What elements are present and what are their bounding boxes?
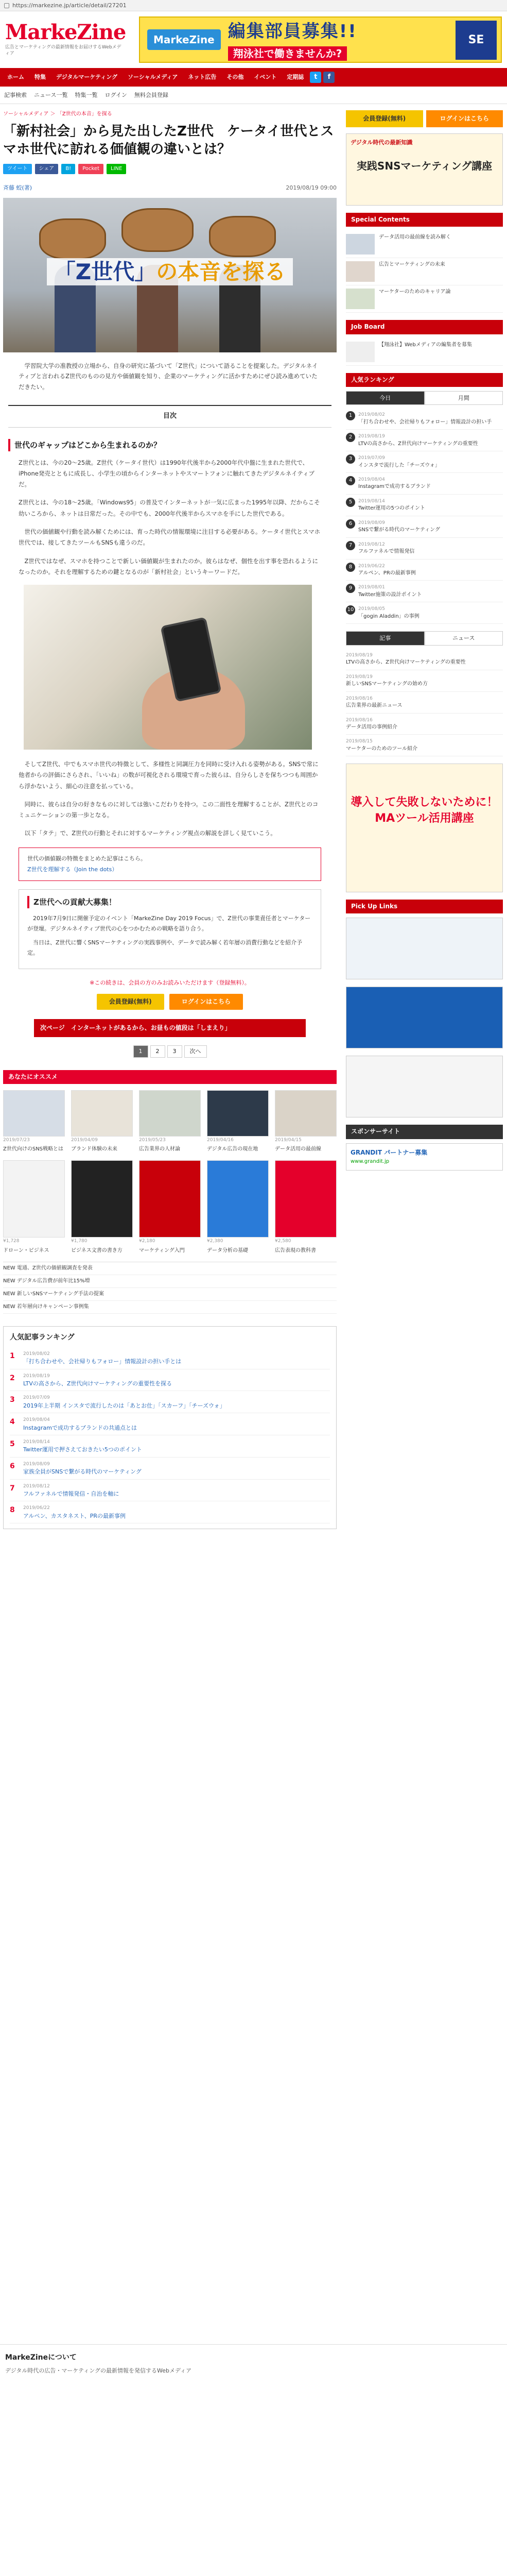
book-card[interactable]: ¥1,728 ドローン・ビジネス (3, 1160, 65, 1254)
banner-title: 編集部員募集!! (228, 21, 357, 42)
news-list (3, 1262, 337, 1314)
news-item[interactable]: NEW 若年層向けキャンペーン事例集 (3, 1301, 337, 1314)
recommend-card[interactable]: 2019/07/23 Z世代向けのSNS戦略とは (3, 1090, 65, 1153)
ranking-tabs (346, 391, 503, 405)
side-news-item[interactable]: 2019/08/16 広告業界の最新ニュース (346, 692, 503, 714)
pickup-link-3[interactable] (346, 1056, 503, 1117)
paragraph: Z世代とは、今の18～25歳。「Windows95」の普及でインターネットが一気に広まった1995年以降、だからこそ幼いころから、ネットは日常だった。その中でも、2000年代後半からスマホを手にした世代である。 (19, 499, 320, 517)
article-title: 「新村社会」から見た出したZ世代 ケータイ世代とスマホ世代に訪れる価値観の違いとは？ (3, 124, 334, 158)
nav-event[interactable]: イベント (254, 74, 277, 81)
pickup-link-2[interactable] (346, 987, 503, 1048)
hero-image (3, 198, 337, 352)
side-news-item[interactable]: 2019/08/15 マーケターのためのツール紹介 (346, 735, 503, 756)
facebook-share-button[interactable]: シェア (35, 164, 59, 174)
ranking-item[interactable]: 4 2019/08/04 Instagramで成功するブランドの共通点とは (10, 1413, 330, 1435)
ranking-item[interactable]: 2 2019/08/19 LTVの高さから、Z世代向けマーケティングの重要性を探る (10, 1369, 330, 1392)
breadcrumb[interactable]: ソーシャルメディア ＞ 「Z世代の本音」を探る (3, 111, 112, 117)
book-card[interactable]: ¥2,180 マーケティング入門 (139, 1160, 201, 1254)
article-main (0, 105, 340, 1539)
book-grid (3, 1160, 337, 1254)
event-heading: Z世代への貢献大募集！ (27, 896, 312, 908)
register-button[interactable]: 会員登録(無料) (97, 994, 164, 1010)
site-logo[interactable]: MarkeZine (5, 20, 126, 45)
ranking-item[interactable]: 1 2019/08/02 「打ち合わせや、会社帰りもフォロー」情報設計の担い手とは (10, 1347, 330, 1369)
site-tagline: 広告とマーケティングの最新情報をお届けするWebメディア (5, 45, 121, 56)
nav-social[interactable]: ソーシャルメディア (128, 74, 178, 81)
sponsor-link[interactable]: GRANDIT パートナー募集 www.grandit.jp (346, 1143, 503, 1171)
side-ranking-item[interactable]: 7 2019/08/12 フルファネルで情報発信 (346, 538, 503, 560)
hatena-button[interactable]: B! (61, 164, 75, 174)
recommend-card[interactable]: 2019/05/23 広告業界の人材論 (139, 1090, 201, 1153)
banner-subtitle: 翔泳社で働きませんか? (228, 46, 347, 61)
smartphone-photo (24, 585, 312, 750)
note-link[interactable]: Z世代を理解する（Join the dots） (27, 866, 118, 873)
facebook-icon[interactable]: f (323, 72, 335, 83)
sidebar (346, 105, 503, 1178)
special-contents-heading: Special Contents (346, 213, 503, 227)
recruit-banner[interactable] (139, 16, 502, 63)
lock-icon (4, 3, 9, 8)
pocket-button[interactable]: Pocket (78, 164, 103, 174)
popular-ranking-heading: 人気ランキング (346, 373, 503, 387)
article-lead: 学習院大学の准教授の立場から、自身の研究に基づいて「Z世代」について語ることを提案した。デジタルネイティブと言われるZ世代のものの見方や価値観を知り、企業のマーケティングに活かすためにぜひ読み進めていただきたい。 (19, 362, 318, 391)
event-box (19, 889, 321, 969)
recommend-grid (3, 1090, 337, 1153)
sub-nav-news[interactable]: ニュース一覧 (34, 91, 68, 98)
tab-monthly[interactable]: 月間 (425, 391, 503, 405)
sub-nav-register[interactable]: 無料会員登録 (134, 91, 168, 98)
sub-nav-search[interactable]: 記事検索 (4, 91, 27, 98)
speech-board-shape (209, 216, 276, 257)
special-item[interactable]: 広告とマーケティングの未来 (346, 258, 503, 285)
tab-articles[interactable]: 記事 (346, 631, 425, 646)
pickup-link-1[interactable] (346, 918, 503, 979)
sub-nav-login[interactable]: ログイン (104, 91, 127, 98)
book-card[interactable]: ¥2,580 広告表現の教科書 (275, 1160, 337, 1254)
nav-ads[interactable]: ネット広告 (188, 74, 217, 81)
ranking-item[interactable]: 8 2019/06/22 アルペン、カスタネスト、PRの最新事例 (10, 1501, 330, 1523)
paragraph: 世代の価値観や行動を読み解くためには、育った時代の情報環境に注目する必要がある。ケータイ世代とスマホ世代では、接してきたツールもSNSも違うのだ。 (19, 528, 321, 547)
nav-digital[interactable]: デジタルマーケティング (56, 74, 118, 81)
page-next[interactable]: 次へ (184, 1045, 207, 1058)
news-item[interactable]: NEW 電通、Z世代の価値観調査を発表 (3, 1262, 337, 1275)
tweet-button[interactable]: ツイート (3, 164, 32, 174)
nav-home[interactable]: ホーム (7, 74, 24, 81)
url-text[interactable]: https://markezine.jp/article/detail/27201 (12, 2, 127, 9)
job-item[interactable]: 【翔泳社】Webメディアの編集者を募集 (346, 338, 503, 366)
article-meta (3, 183, 337, 193)
sns-course-ad[interactable]: デジタル時代の最新知識 実践SNSマーケティング講座 (346, 133, 503, 206)
paragraph: 同時に、彼らは自分の好きなものに対しては強いこだわりを持つ。この二面性を理解することが、Z世代とのコミュニケーションの第一歩となる。 (19, 800, 319, 819)
side-ranking-item[interactable]: 2 2019/08/19 LTVの高さから、Z世代向けマーケティングの重要性 (346, 430, 503, 451)
job-board-heading: Job Board (346, 320, 503, 334)
side-news-item[interactable]: 2019/08/19 LTVの高さから、Z世代向けマーケティングの重要性 (346, 649, 503, 670)
nav-magazine[interactable]: 定期誌 (287, 74, 304, 81)
side-news-item[interactable]: 2019/08/16 データ活用の事例紹介 (346, 714, 503, 735)
ranking-item[interactable]: 5 2019/08/14 Twitter運用で押さえておきたい5つのポイント (10, 1435, 330, 1458)
side-ranking-item[interactable]: 8 2019/06/22 アルペン、PRの最新事例 (346, 560, 503, 581)
next-page-link[interactable]: 次ページ インターネットがあるから、お昼もの値段は「しまえり」 (34, 1019, 306, 1037)
book-card[interactable]: ¥2,380 データ分析の基礎 (207, 1160, 269, 1254)
cta-row (3, 994, 337, 1010)
sidebar-register-button[interactable]: 会員登録(無料) (346, 110, 423, 127)
author-name[interactable]: 斉藤 蛟(著) (3, 184, 32, 192)
ranking-item[interactable]: 6 2019/08/09 家族全員がSNSで繋がる時代のマーケティング (10, 1458, 330, 1480)
pager (3, 1045, 337, 1058)
nav-feature[interactable]: 特集 (34, 74, 46, 81)
section-heading: 世代のギャップはどこから生まれるのか？ (8, 439, 331, 451)
side-ranking-item[interactable]: 4 2019/08/04 Instagramで成功するブランド (346, 473, 503, 495)
event-body: 当日は、Z世代に響くSNSマーケティングの実践事例や、データで読み解く若年層の消費行動などを紹介予定。 (27, 939, 303, 957)
book-card[interactable]: ¥1,780 ビジネス文書の書き方 (71, 1160, 133, 1254)
side-ranking-item[interactable]: 5 2019/08/14 Twitter運用の5つのポイント (346, 495, 503, 516)
recommend-card[interactable]: 2019/04/15 データ活用の最前線 (275, 1090, 337, 1153)
side-news-item[interactable]: 2019/08/19 新しいSNSマーケティングの始め方 (346, 670, 503, 692)
ranking-box (3, 1326, 337, 1530)
twitter-icon[interactable]: t (310, 72, 321, 83)
footer-about-text: デジタル時代の広告・マーケティングの最新情報を発信するWebメディア (5, 2367, 192, 2375)
ranking-item[interactable]: 3 2019/07/09 2019年上半期 インスタで流行したのは「あとお仕」「スカーフ」「チーズウォ」 (10, 1391, 330, 1413)
side-ranking-item[interactable]: 10 2019/08/05 「gogin Aladdin」の事例 (346, 602, 503, 624)
share-row (3, 164, 337, 174)
sub-nav (0, 87, 507, 104)
side-ranking-item[interactable]: 1 2019/08/02 「打ち合わせや、会社帰りもフォロー」情報設計の担い手 (346, 408, 503, 430)
special-item[interactable]: データ活用の最前線を読み解く (346, 231, 503, 258)
hero-caption: 「Z世代」の本音を探る (3, 255, 337, 289)
ranking-heading: 人気記事ランキング (10, 1333, 75, 1342)
side-ranking-item[interactable]: 3 2019/07/09 インスタで流行した「チーズウォ」 (346, 451, 503, 473)
banner-brand: MarkeZine (147, 29, 221, 50)
speech-board-shape (121, 208, 194, 252)
paragraph: 以下「タテ」で、Z世代の行動とそれに対するマーケティング視点の解説を詳しく見ていこう。 (19, 829, 276, 837)
footer-about-title: MarkeZineについて (5, 2353, 77, 2362)
side-ranking-item[interactable]: 6 2019/08/09 SNSで繋がる時代のマーケティング (346, 516, 503, 538)
site-header (0, 11, 507, 68)
line-button[interactable]: LINE (107, 164, 126, 174)
page-2[interactable]: 2 (150, 1045, 165, 1058)
tab-today[interactable]: 今日 (346, 391, 425, 405)
members-only-note: ※この続きは、会員の方のみお読みいただけます（登録無料）。 (90, 979, 250, 986)
special-item[interactable]: マーケターのためのキャリア論 (346, 285, 503, 313)
news-item[interactable]: NEW デジタル広告費が前年比15%増 (3, 1275, 337, 1288)
paragraph: Z世代ではなぜ、スマホを持つことで新しい価値観が生まれたのか。彼らはなぜ、個性を出す事を恐れるようになったのか。それを理解するための鍵となるのが「新村社会」というキーワードだ。 (19, 557, 318, 575)
paragraph: Z世代とは、今の20～25歳。Z世代（ケータイ世代）は1990年代後半から2000年代中盤に生まれた世代で、iPhone発売とともに成長し、小学生の頃からインターネットやスマートフォンに触れてきたデジタルネイティブだ。 (19, 459, 314, 488)
browser-url-bar[interactable] (0, 0, 507, 11)
nav-other[interactable]: その他 (226, 74, 244, 81)
tab-news[interactable]: ニュース (425, 631, 503, 646)
pickup-heading: Pick Up Links (346, 900, 503, 913)
footer-about (0, 2344, 507, 2383)
ma-course-banner[interactable]: 導入して失敗しないために！MAツール活用講座 (346, 764, 503, 892)
page-3[interactable]: 3 (167, 1045, 182, 1058)
event-body: 2019年7月9日に開催予定のイベント「MarkeZine Day 2019 Focus」で、Z世代の事業責任者とマーケターが登壇。デジタルネイティブ世代の心をつかむための戦略を語り合う。 (27, 914, 311, 932)
recommend-card[interactable]: 2019/04/09 ブランド体験の未来 (71, 1090, 133, 1153)
news-tabs (346, 631, 503, 646)
login-button[interactable]: ログインはこちら (169, 994, 243, 1010)
recommend-heading: あなたにオススメ (3, 1070, 337, 1084)
logo-block[interactable] (5, 22, 124, 57)
page-1[interactable]: 1 (133, 1045, 148, 1058)
side-ranking-item[interactable]: 9 2019/08/01 Twitter施策の設計ポイント (346, 581, 503, 602)
related-note (19, 848, 321, 881)
main-nav (0, 68, 507, 87)
news-item[interactable]: NEW 新しいSNSマーケティング手法の提案 (3, 1288, 337, 1301)
ranking-item[interactable]: 7 2019/08/12 フルファネルで情報発信・自治を軸に (10, 1480, 330, 1502)
speech-board-shape (39, 218, 106, 260)
sidebar-auth-buttons (346, 110, 503, 127)
paragraph: そしてZ世代、中でもスマホ世代の特徴として、多様性と同調圧力を同時に受け入れる姿勢がある。SNSで常に他者からの評価にさらされ、「いいね」の数が可視化される環境で育った彼らは、自分らしさを保ちつつも周囲から浮かないよう、細心の注意を払っている。 (19, 760, 319, 790)
shoeisha-logo: SE (456, 21, 497, 60)
note-text: 世代の価値観の特徴をまとめた記事はこちら。 (27, 855, 146, 862)
sidebar-login-button[interactable]: ログインはこちら (426, 110, 503, 127)
article-date: 2019/08/19 09:00 (286, 184, 337, 192)
recommend-card[interactable]: 2019/04/16 デジタル広告の現在地 (207, 1090, 269, 1153)
sponsor-heading: スポンサーサイト (346, 1125, 503, 1139)
sub-nav-features[interactable]: 特集一覧 (75, 91, 98, 98)
toc-heading[interactable]: 目次 (8, 405, 331, 428)
